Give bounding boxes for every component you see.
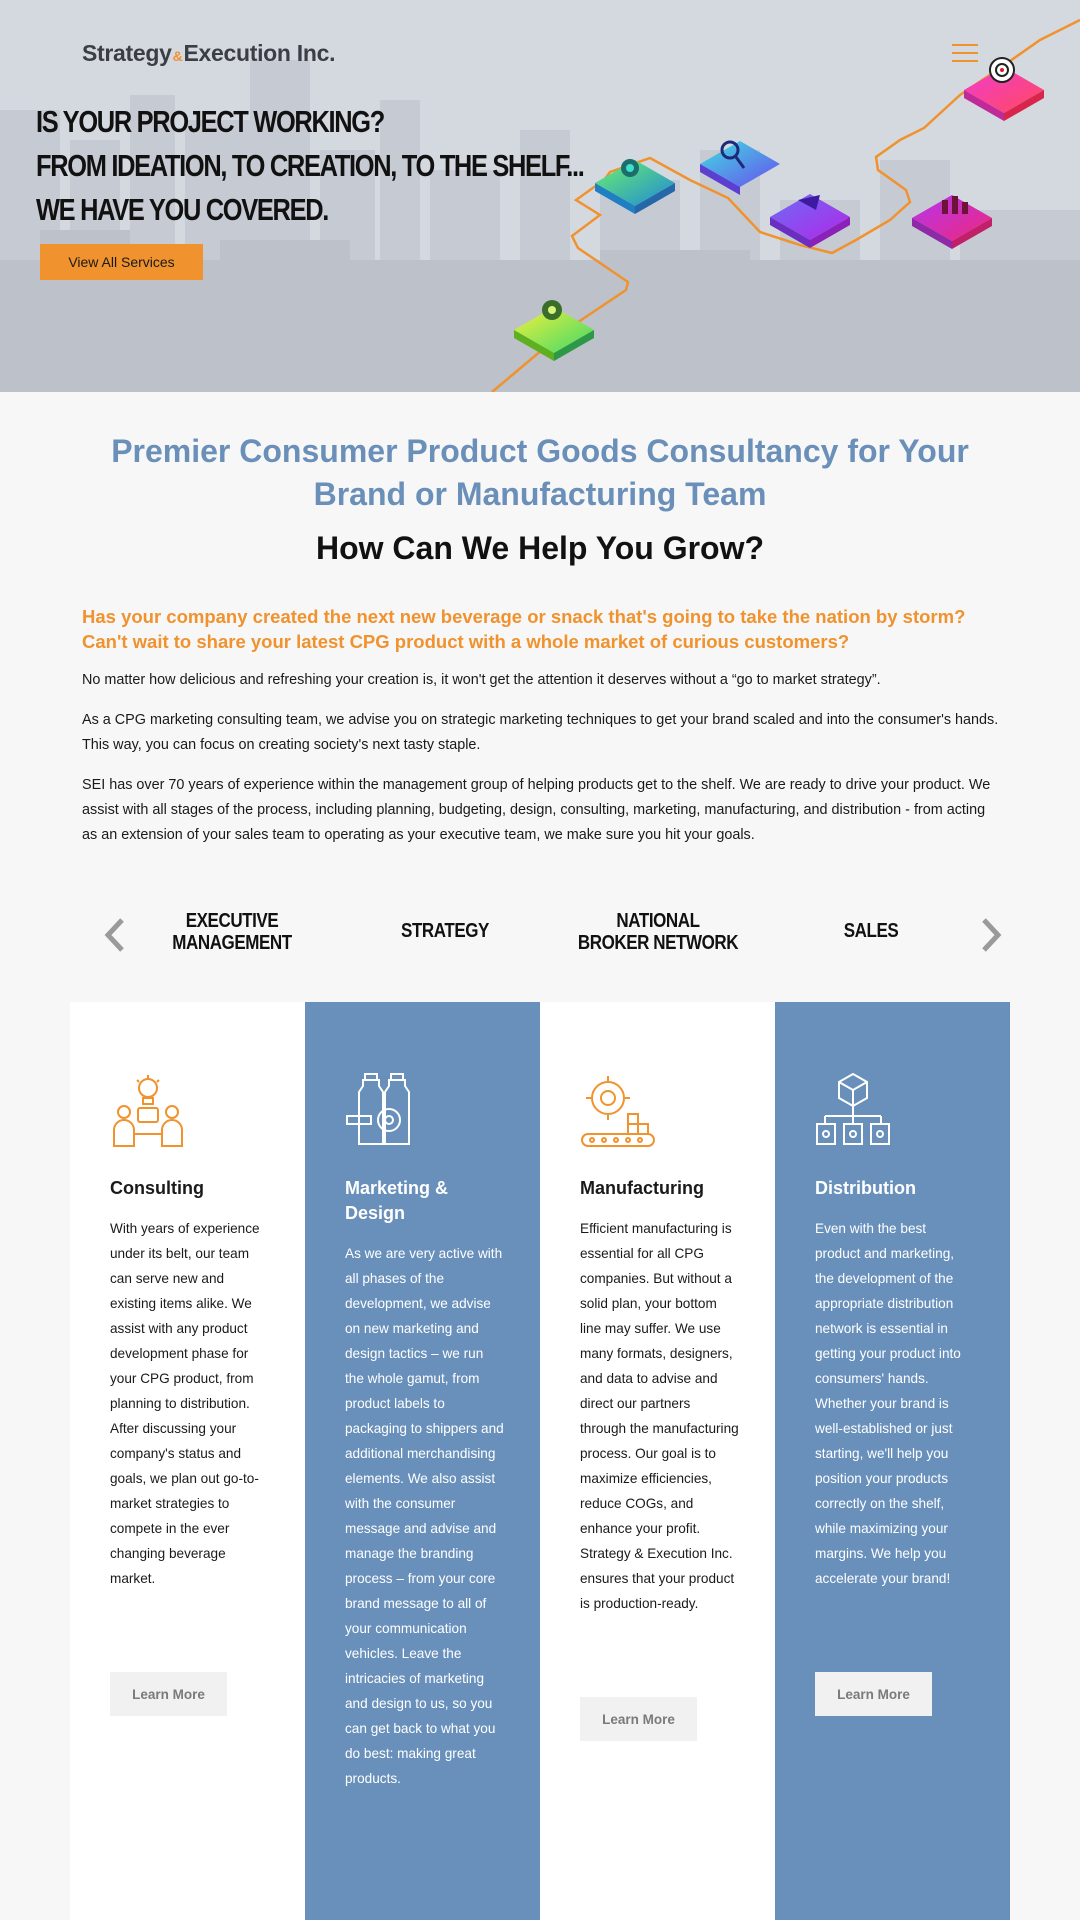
service-card-distribution (775, 1002, 1010, 1920)
carousel-item-line: STRATEGY (401, 920, 489, 942)
logo-text-strategy: Strategy (82, 40, 172, 66)
services-carousel (0, 900, 1080, 970)
hero-line-3: WE HAVE YOU COVERED. (36, 192, 329, 227)
carousel-item-line: NATIONAL (616, 910, 700, 932)
hero-banner (0, 0, 1080, 392)
hero-line-1: IS YOUR PROJECT WORKING? (36, 104, 384, 139)
gear-conveyor-icon (580, 1072, 656, 1148)
service-description: Efficient manufacturing is essential for all CPG companies. But without a solid plan, your bottom line may suffer. We use many formats, designers, and data to advise and direct our partners through the manufacturing process. Our goal is to maximize efficiencies, reduce COGs, and enhance your profit. Strategy & Execution Inc. ensures that your product is production-ready. (580, 1221, 739, 1611)
intro-paragraph-3: SEI has over 70 years of experience within the management group of helping products get to the shelf. We are ready to drive your product. We assist with all stages of the process, including planning, budgeting, design, consulting, marketing, manufacturing, and distribution - from acting as an extension of your sales team to operating as your executive team, we make sure you hit your goals. (82, 777, 991, 843)
manufacturing-learn-more-button[interactable]: Learn More (580, 1697, 697, 1741)
lead-question: Has your company created the next new beverage or snack that's going to take the nation by storm? Can't wait to share your latest CPG product with a whole market of curious customers? (82, 606, 966, 652)
service-description: Even with the best product and marketing, the development of the appropriate distribution network is essential in getting your product into consumers' hands. Whether your brand is well-established or just starting, we'll help you position your products correctly on the shelf, while maximizing your margins. We help you accelerate your brand! (815, 1221, 961, 1586)
intro-paragraph-1: No matter how delicious and refreshing your creation is, it won't get the attention it deserves without a “go to market strategy”. (82, 672, 881, 688)
consulting-people-icon (110, 1072, 186, 1148)
hamburger-menu-icon[interactable] (952, 44, 978, 62)
service-title: Manufacturing (580, 1178, 704, 1198)
service-title: Consulting (110, 1178, 204, 1198)
view-all-services-button[interactable]: View All Services (40, 244, 203, 280)
carousel-item-national-broker-network[interactable] (573, 910, 743, 954)
service-card-manufacturing (540, 1002, 775, 1920)
logo-ampersand: & (172, 48, 183, 64)
intro-paragraph-2: As a CPG marketing consulting team, we advise you on strategic marketing techniques to get your brand scaled and into the consumer's hands. This way, you can focus on creating society's next tasty staple. (82, 712, 999, 753)
carousel-item-line: SALES (843, 920, 899, 942)
carousel-item-sales[interactable] (786, 920, 956, 942)
service-description: With years of experience under its belt, our team can serve new and existing items alike. We assist with any product development phase for your CPG product, from planning to distribution. After discussing your company's status and goals, we plan out go-to-market strategies to compete in the ever changing beverage market. (110, 1221, 260, 1586)
carousel-item-line: EXECUTIVE (185, 910, 279, 932)
service-card-consulting (70, 1002, 305, 1920)
carousel-prev-arrow-icon[interactable] (100, 916, 130, 954)
service-card-marketing-design (305, 1002, 540, 1920)
help-grow-heading: How Can We Help You Grow? (315, 530, 765, 566)
page-headline (90, 430, 990, 516)
service-cards (70, 1002, 1010, 1920)
headline-bold: Your Brand or Manufacturing Team (313, 433, 969, 512)
consulting-learn-more-button[interactable]: Learn More (110, 1672, 227, 1716)
carousel-item-executive-management[interactable] (147, 910, 317, 954)
carousel-item-line: MANAGEMENT (172, 932, 292, 954)
service-title: Distribution (815, 1178, 916, 1198)
distribution-network-icon (815, 1072, 891, 1148)
distribution-learn-more-button[interactable]: Learn More (815, 1672, 932, 1716)
headline-regular: Premier Consumer Product Goods Consultancy for (111, 433, 899, 469)
carousel-item-strategy[interactable] (360, 920, 530, 942)
hero-line-2: FROM IDEATION, TO CREATION, TO THE SHELF... (36, 148, 584, 183)
carousel-item-line: BROKER NETWORK (577, 932, 739, 954)
hero-headline (36, 100, 704, 232)
carousel-next-arrow-icon[interactable] (976, 916, 1006, 954)
service-title: Marketing & Design (345, 1178, 449, 1223)
bottles-gear-icon (345, 1072, 421, 1148)
logo-text-execution: Execution Inc. (183, 40, 336, 66)
company-logo[interactable] (82, 40, 335, 67)
service-description: As we are very active with all phases of the development, we advise on new marketing and design tactics – we run the whole gamut, from product labels to packaging to shippers and additional merchandising elements. We also assist with the consumer message and advise and manage the branding process – from your core brand message to all of your communication vehicles. Leave the intricacies of marketing and design to us, so you can get back to what you do best: making great products. (345, 1246, 504, 1786)
